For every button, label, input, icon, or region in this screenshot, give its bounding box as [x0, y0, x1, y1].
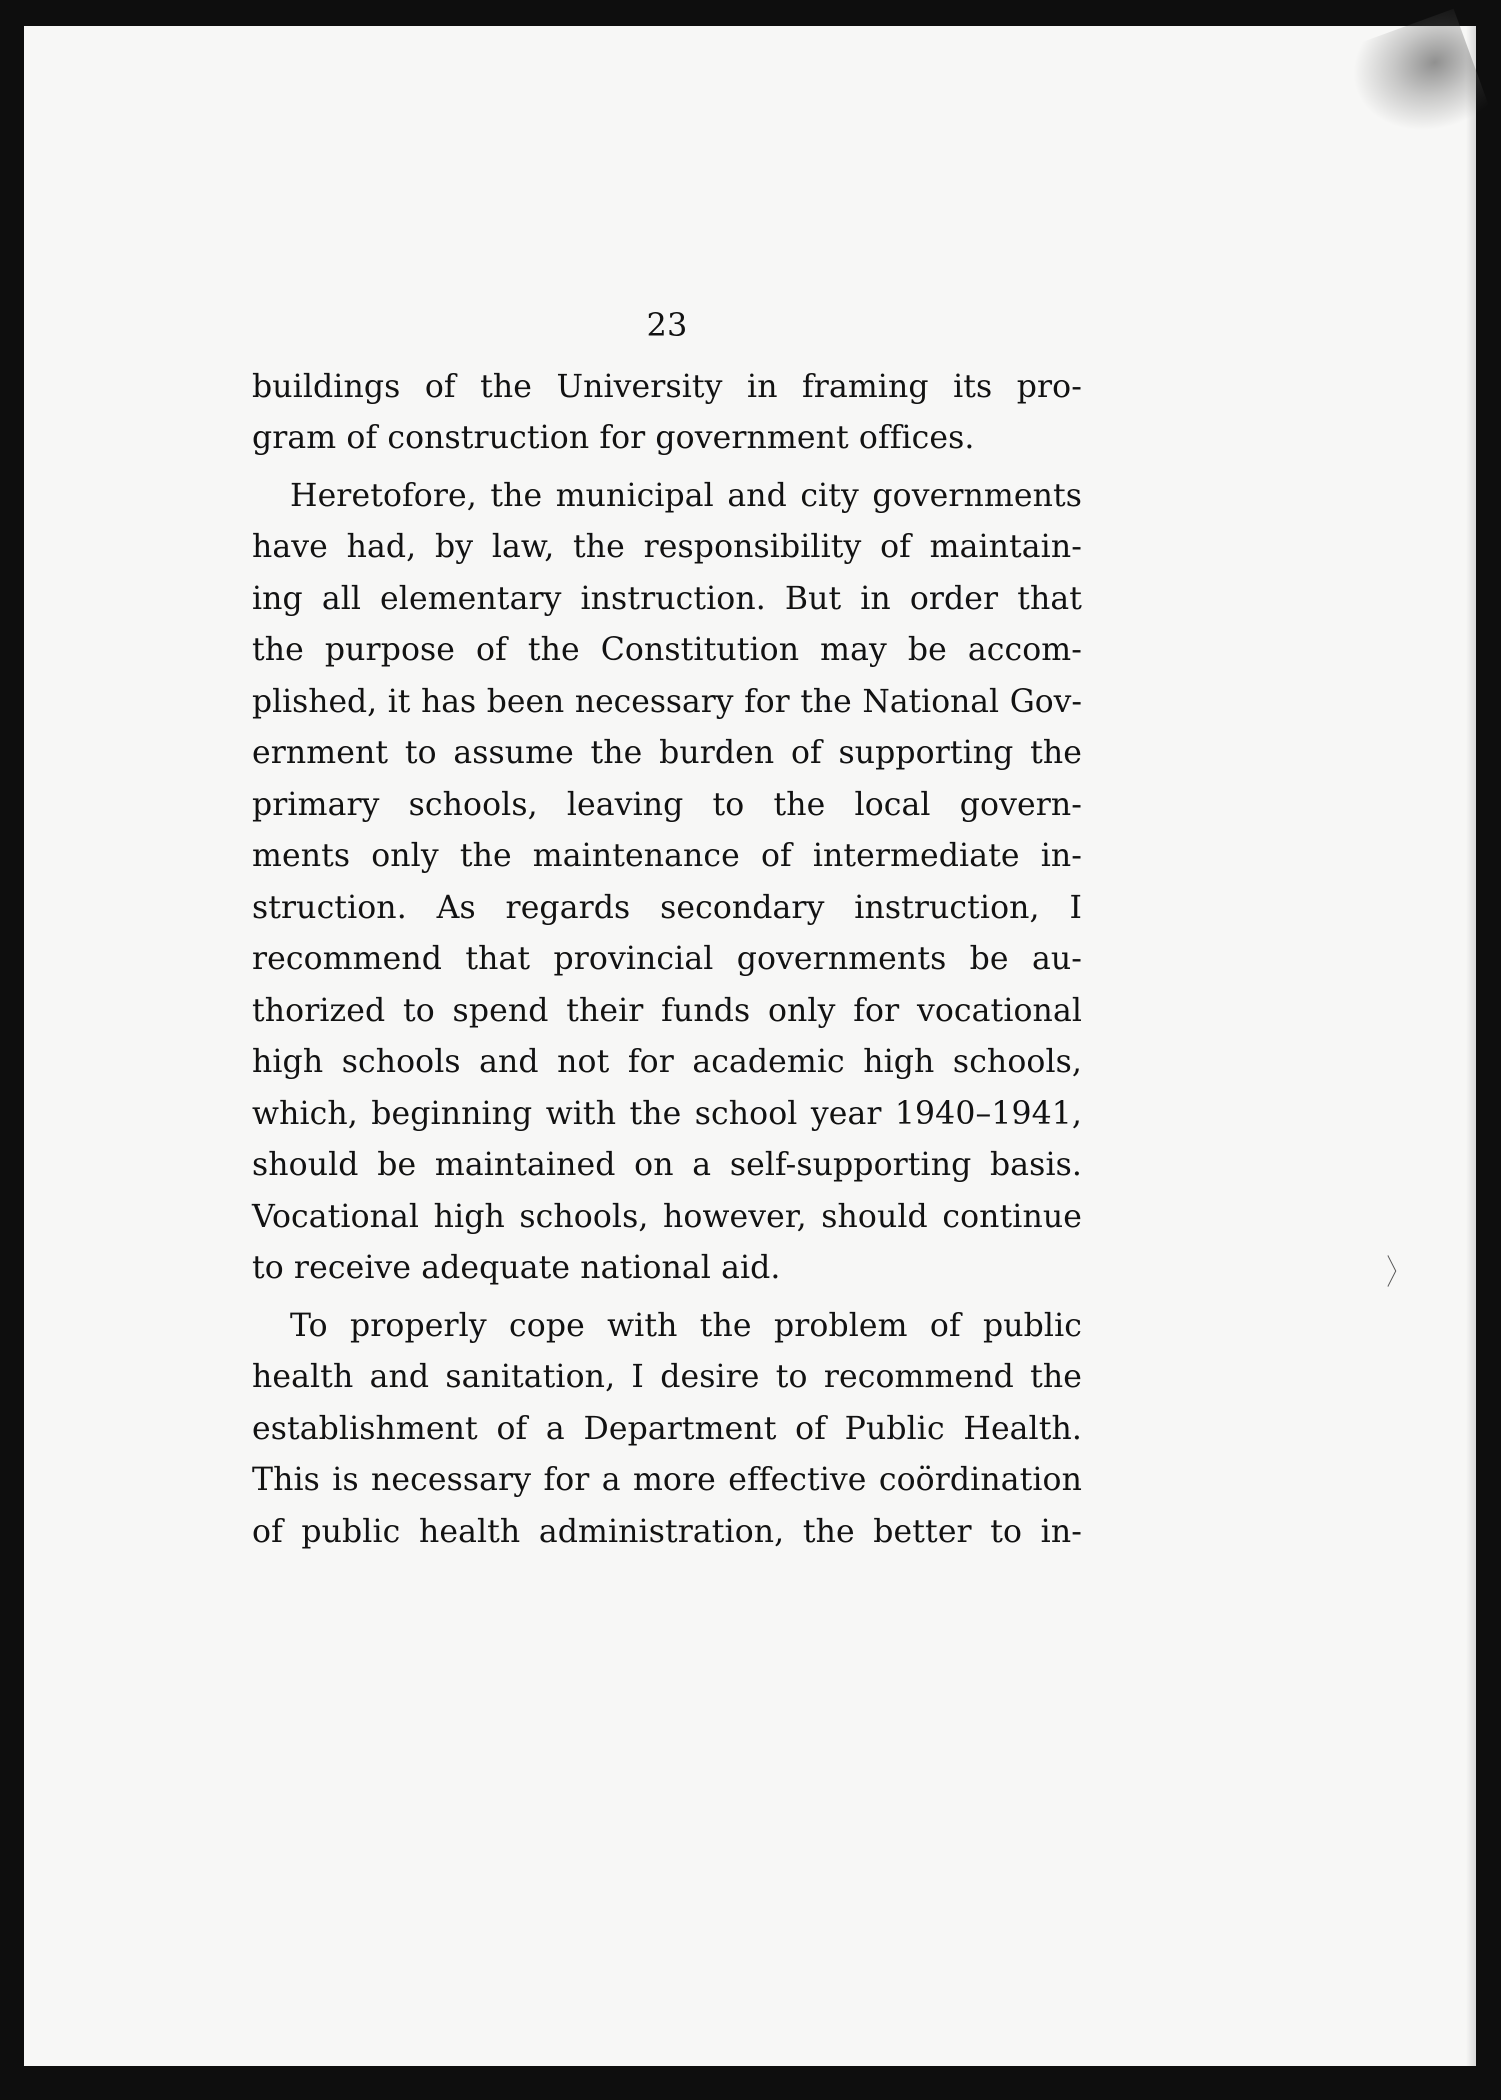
- text-line: thorized to spend their funds only for vocational: [252, 992, 1082, 1029]
- text-line: To properly cope with the problem of public: [290, 1307, 1082, 1344]
- text-line: buildings of the University in framing its pro-: [252, 368, 1082, 405]
- text-line: of public health administration, the better to in-: [252, 1513, 1082, 1550]
- text-line: This is necessary for a more effective coördination: [252, 1462, 1082, 1498]
- margin-mark: 〉: [1386, 1253, 1408, 1293]
- text-line: Heretofore, the municipal and city governments: [290, 477, 1082, 514]
- text-line: primary schools, leaving to the local govern-: [252, 786, 1082, 823]
- corner-smudge: [1341, 9, 1491, 153]
- text-line: which, beginning with the school year 1940–1941,: [252, 1095, 1082, 1132]
- paragraph-3: [252, 1301, 1082, 1559]
- page-number: 23: [646, 306, 688, 344]
- text-line: gram of construction for government offices.: [252, 420, 975, 456]
- body-text: [252, 300, 1082, 1558]
- text-line: to receive adequate national aid.: [252, 1250, 781, 1286]
- text-line: have had, by law, the responsibility of maintain-: [252, 529, 1082, 565]
- text-line: plished, it has been necessary for the National Gov-: [252, 683, 1082, 720]
- text-line: struction. As regards secondary instruction, I: [252, 889, 1082, 926]
- text-line: Vocational high schools, however, should continue: [252, 1198, 1082, 1235]
- text-line: ing all elementary instruction. But in order that: [252, 580, 1082, 617]
- text-line: ments only the maintenance of intermediate in-: [252, 838, 1082, 874]
- text-line: should be maintained on a self-supporting basis.: [252, 1147, 1082, 1183]
- paragraph-1: [252, 362, 1082, 465]
- text-line: the purpose of the Constitution may be accom-: [252, 632, 1082, 668]
- text-line: health and sanitation, I desire to recommend the: [252, 1359, 1082, 1395]
- text-line: establishment of a Department of Public Health.: [252, 1410, 1082, 1447]
- text-line: ernment to assume the burden of supporting the: [252, 735, 1082, 771]
- text-line: recommend that provincial governments be au-: [252, 941, 1082, 977]
- text-line: high schools and not for academic high schools,: [252, 1044, 1082, 1080]
- paragraph-2: [252, 471, 1082, 1295]
